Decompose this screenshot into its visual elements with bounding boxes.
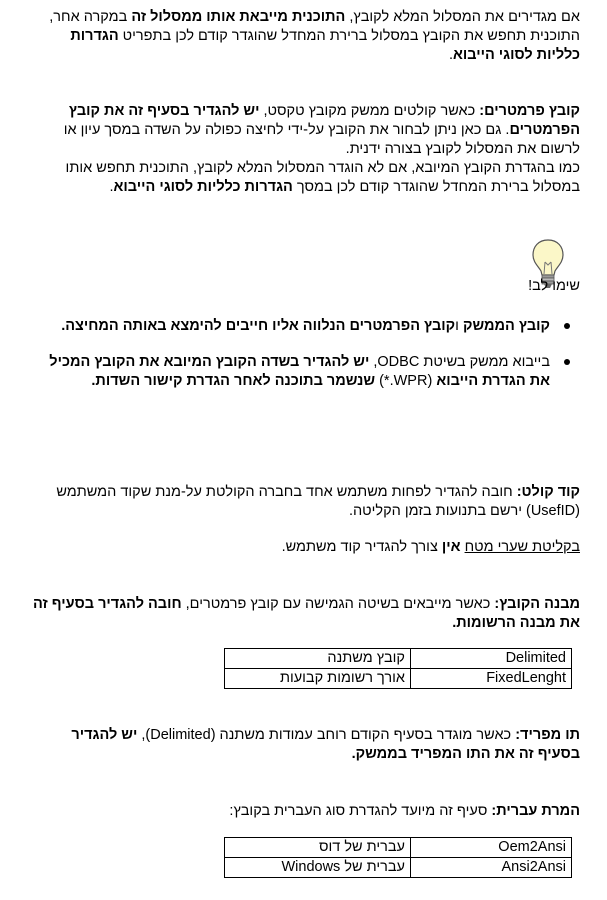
file-structure-label: מבנה הקובץ: [494, 596, 580, 612]
table-cell-desc: קובץ משתנה [225, 649, 411, 669]
separator-bold: יש להגדיר בסעיף זה את התו המפריד בממשק. [71, 727, 580, 762]
intro-paragraph [30, 8, 580, 65]
param-file-text-4: . [109, 179, 114, 195]
hebrew-table [224, 837, 572, 878]
clerk-code-label: קוד קולט: [516, 484, 580, 500]
param-file-paragraph [30, 102, 580, 197]
param-file-bold-1: יש להגדיר בסעיף זה את קובץ הפרמטרים [68, 103, 580, 138]
intro-bold-1: התוכנית מייבאת אותו ממסלול זה [131, 9, 346, 25]
table-cell-desc: עברית של דוס [225, 838, 411, 858]
table-row [225, 858, 572, 878]
note-bullet-1 [30, 317, 580, 336]
gates-paragraph [30, 538, 580, 557]
param-file-label: קובץ פרמטרים: [479, 103, 580, 119]
param-file-text-1: כאשר קולטים ממשק מקובץ טקסט, [259, 103, 480, 119]
intro-bold-2: הגדרות כלליות לסוגי הייבוא [70, 28, 580, 63]
table-cell-value: Delimited [411, 649, 572, 669]
note-bullet-1-bold-a: קובץ הממשק [458, 318, 550, 334]
note-bullet-1-bold-c: קובץ הפרמטרים הנלווה אליו חייבים להימצא באותה המחיצה. [61, 318, 456, 334]
table-cell-desc: עברית של Windows [225, 858, 411, 878]
separator-paragraph [30, 726, 580, 764]
intro-text-2: במקרה אחר, התוכנית תחפש את הקובץ במסלול ברירת המחדל שהוגדר קודם לכן בתפריט [49, 9, 580, 44]
table-cell-value: Ansi2Ansi [411, 858, 572, 878]
clerk-code-paragraph [30, 483, 580, 521]
table-cell-desc: אורך רשומות קבועות [225, 669, 411, 689]
hebrew-text: סעיף זה מיועד להגדרת סוג העברית בקובץ: [229, 803, 492, 819]
separator-label: תו מפריד: [515, 727, 580, 743]
note-bullet-2-bold-b: יש להגדיר בשדה הקובץ המיובא את הקובץ המכיל את הגדרת הייבוא [49, 354, 550, 389]
file-structure-paragraph [30, 595, 580, 633]
table-row [225, 649, 572, 669]
file-structure-table [224, 648, 572, 689]
separator-text: כאשר מוגדר בסעיף הקודם רוחב עמודות משתנה (Delimited), [137, 727, 516, 743]
table-row [225, 669, 572, 689]
intro-text-3: . [448, 47, 453, 63]
note-bullet-1-text-b: ו [455, 318, 459, 334]
file-structure-bold: חובה להגדיר בסעיף זה את מבנה הרשומות. [32, 596, 580, 631]
hebrew-paragraph [30, 802, 580, 821]
gates-text: צורך להגדיר קוד משתמש. [281, 539, 442, 555]
gates-bold: אין [441, 539, 465, 555]
file-structure-text: כאשר מייבאים בשיטה הגמישה עם קובץ פרמטרים, [181, 596, 495, 612]
gates-underlined: בקליטת שערי מטח [464, 539, 580, 555]
note-bullet-2 [30, 353, 580, 391]
param-file-text-2: . גם כאן ניתן לבחור את הקובץ על-ידי לחיצה כפולה על השדה במסך עיון או לרשום את המסלול לקובץ בצורה ידנית. [63, 122, 580, 157]
param-file-bold-2: הגדרות כלליות לסוגי הייבוא [113, 179, 293, 195]
intro-text-1: אם מגדירים את המסלול המלא לקובץ, [345, 9, 580, 25]
table-cell-value: Oem2Ansi [411, 838, 572, 858]
clerk-code-text: חובה להגדיר לפחות משתמש אחד בחברה הקולטת על-מנת שקוד המשתמש (UsefID) ירשם בתנועות בזמן הקליטה. [56, 484, 580, 519]
hebrew-label: המרת עברית: [491, 803, 580, 819]
table-cell-value: FixedLenght [411, 669, 572, 689]
note-bullet-2-text-a: בייבוא ממשק בשיטת ODBC, [369, 354, 550, 370]
param-file-text-3: כמו בהגדרת הקובץ המיובא, אם לא הוגדר המסלול המלא לקובץ, התוכנית תחפש אותו במסלול ברירת המחדל שהוגדר קודם לכן במסך [65, 160, 580, 195]
table-row [225, 838, 572, 858]
note-title: שימו לב! [528, 278, 580, 294]
note-bullet-2-bold-d: שנשמר בתוכנה לאחר הגדרת קישור השדות. [91, 373, 376, 389]
note-list [30, 317, 580, 391]
note-bullet-2-text-c: (WPR.*) [375, 373, 437, 389]
